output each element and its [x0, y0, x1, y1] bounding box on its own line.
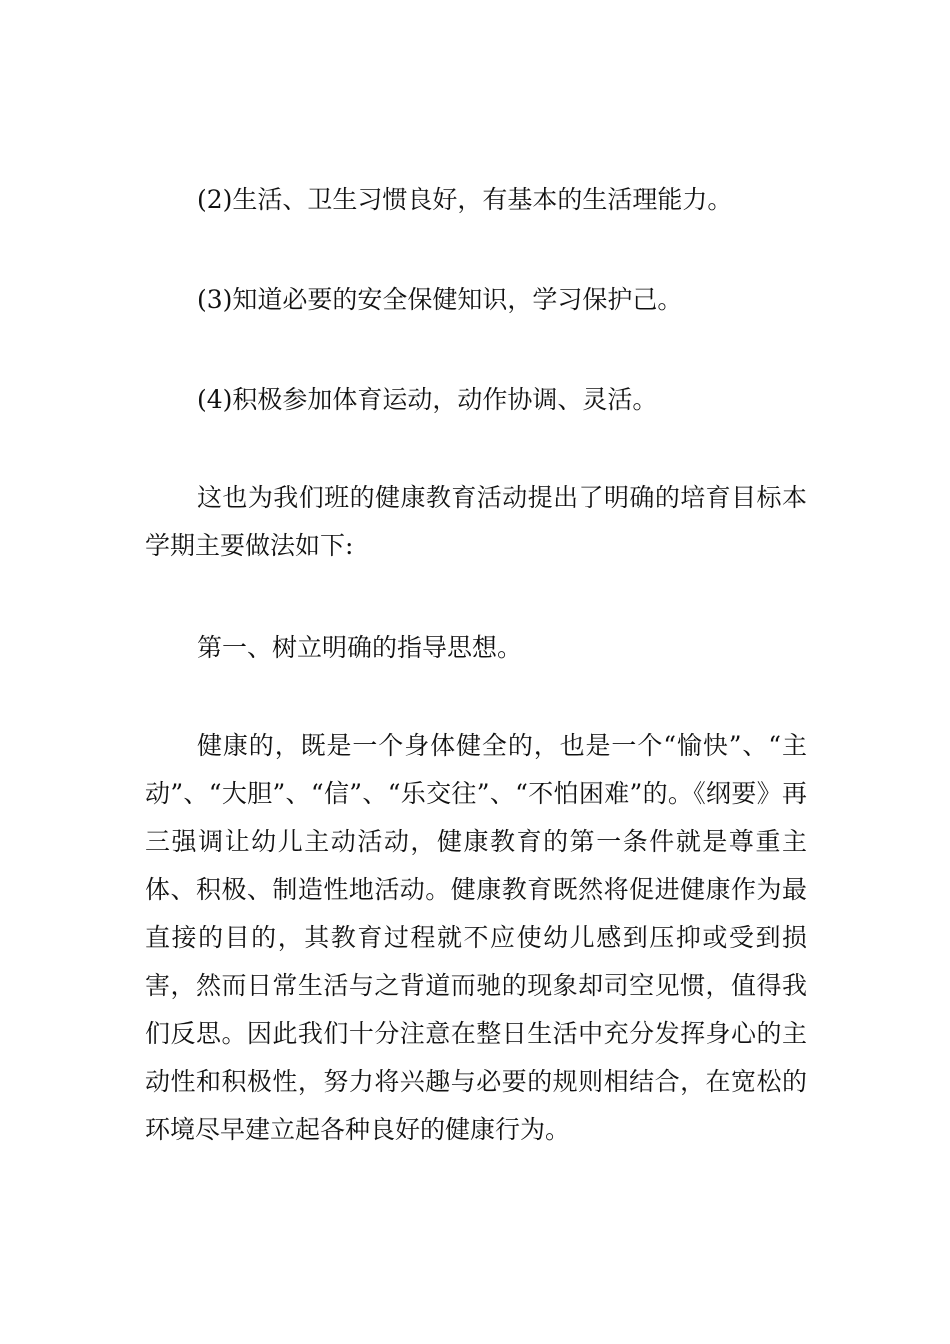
list-item-habits: (2)生活、卫生习惯良好，有基本的生活理能力。	[197, 185, 733, 214]
paragraph-health-body: 健康的，既是一个身体健全的，也是一个“愉快”、“主动”、“大胆”、“信”、“乐交往”、“不怕困难”的。《纲要》再三强调让幼儿主动活动，健康教育的第一条件就是尊重主体、积极、制造性地活动。健康教育既然将促进健康作为最直接的目的，其教育过程就不应使幼儿感到压抑或受到损害，然而日常生活与之背道而驰的现象却司空见惯，值得我们反思。因此我们十分注意在整日生活中充分发挥身心的主动性和积极性，努力将兴趣与必要的规则相结合，在宽松的环境尽早建立起各种良好的健康行为。	[145, 731, 807, 1144]
section-heading-first: 第一、树立明确的指导思想。	[197, 633, 523, 662]
list-item-sports: (4)积极参加体育运动，动作协调、灵活。	[197, 385, 658, 414]
paragraph-goals: 这也为我们班的健康教育活动提出了明确的培育目标本学期主要做法如下:	[145, 483, 807, 560]
list-item-safety: (3)知道必要的安全保健知识，学习保护己。	[197, 285, 683, 314]
